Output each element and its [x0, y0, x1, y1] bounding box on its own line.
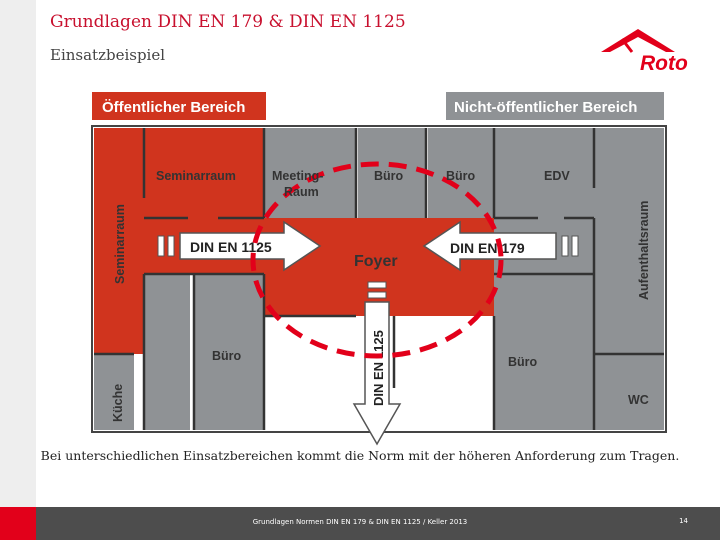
label-kueche: Küche	[111, 383, 125, 422]
label-aufenthaltsraum: Aufenthaltsraum	[637, 200, 651, 300]
slide-caption: Bei unterschiedlichen Einsatzbereichen kommt die Norm mit der höheren Anforderung zum Tragen.	[40, 448, 680, 463]
slide-subtitle: Einsatzbeispiel	[50, 46, 166, 64]
floor-plan	[88, 88, 668, 448]
label-buero-left: Büro	[212, 349, 242, 363]
room-buero-right	[494, 274, 594, 430]
public-area-label: Öffentlicher Bereich	[102, 99, 246, 116]
room-small-left	[144, 274, 190, 430]
page-number: 14	[679, 517, 688, 525]
label-meeting-line2: Raum	[284, 185, 319, 199]
label-buero-top1: Büro	[374, 169, 404, 183]
label-wc: WC	[628, 393, 649, 407]
nonpublic-area-label: Nicht-öffentlicher Bereich	[454, 99, 638, 116]
roto-logo	[596, 26, 706, 76]
logo-text: Roto	[640, 52, 688, 75]
label-foyer: Foyer	[354, 253, 398, 270]
arrow-down-label: DIN EN 1125	[371, 330, 386, 406]
label-seminarraum-vertical: Seminarraum	[113, 204, 127, 284]
label-buero-top2: Büro	[446, 169, 476, 183]
label-edv: EDV	[544, 169, 570, 183]
footer-bar	[0, 507, 720, 540]
slide-title: Grundlagen DIN EN 179 & DIN EN 1125	[50, 12, 406, 32]
arrow-right-label: DIN EN 179	[450, 240, 525, 256]
label-buero-right: Büro	[508, 355, 538, 369]
footer-text: Grundlagen Normen DIN EN 179 & DIN EN 1125 / Keller 2013	[252, 518, 468, 526]
label-seminarraum: Seminarraum	[156, 169, 236, 183]
arrow-left-label: DIN EN 1125	[190, 239, 272, 255]
room-aufenthaltsraum	[594, 128, 664, 354]
room-wc	[594, 354, 664, 430]
label-meeting-line1: Meeting-	[272, 169, 324, 183]
